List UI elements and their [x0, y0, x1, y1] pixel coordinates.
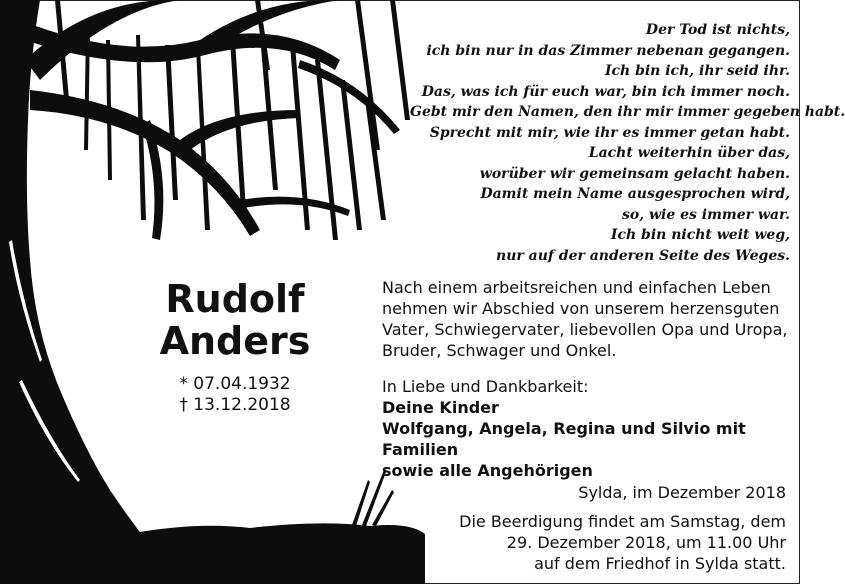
place-date: Sylda, im Dezember 2018 — [578, 483, 786, 502]
first-name: Rudolf — [165, 277, 305, 321]
poem-line: Lacht weiterhin über das, — [588, 145, 790, 161]
life-dates — [110, 374, 360, 416]
funeral-line: Die Beerdigung findet am Samstag, dem — [459, 512, 786, 531]
funeral-info — [376, 511, 786, 574]
notice-text — [382, 277, 792, 361]
mourners-intro: In Liebe und Dankbarkeit: — [382, 377, 589, 396]
mourners-line: sowie alle Angehörigen — [382, 461, 593, 480]
last-name: Anders — [159, 319, 311, 363]
poem-line: Das, was ich für euch war, bin ich immer noch. — [421, 83, 790, 100]
poem-line: Ich bin nicht weit weg, — [610, 227, 790, 243]
deceased-name — [110, 278, 360, 362]
poem — [410, 20, 845, 266]
poem-line: ich bin nur in das Zimmer nebenan gegangen. — [426, 42, 790, 59]
poem-line: so, wie es immer war. — [622, 206, 790, 223]
mourners-line: Deine Kinder — [382, 398, 499, 417]
mourners-block — [382, 376, 792, 481]
notice-line: Nach einem arbeitsreichen und einfachen Leben — [382, 278, 771, 297]
poem-line: Der Tod ist nichts, — [645, 22, 790, 38]
poem-line: Sprecht mit mir, wie ihr es immer getan habt. — [429, 124, 790, 141]
notice-line: nehmen wir Abschied von unserem herzensguten — [382, 299, 780, 318]
poem-line: nur auf der anderen Seite des Weges. — [496, 247, 790, 264]
poem-line: Ich bin ich, ihr seid ihr. — [604, 63, 790, 79]
funeral-line: 29. Dezember 2018, um 11.00 Uhr — [506, 533, 786, 552]
poem-line: Damit mein Name ausgesprochen wird, — [480, 186, 790, 202]
funeral-line: auf dem Friedhof in Sylda statt. — [534, 554, 786, 573]
notice-line: Vater, Schwiegervater, liebevollen Opa und Uropa, — [382, 320, 788, 339]
birth-date: * 07.04.1932 — [179, 374, 291, 394]
notice-line: Bruder, Schwager und Onkel. — [382, 341, 617, 360]
poem-line: Gebt mir den Namen, den ihr mir immer gegeben habt. — [410, 104, 845, 120]
mourners-line: Wolfgang, Angela, Regina und Silvio mit Familien — [382, 419, 746, 459]
poem-line: worüber wir gemeinsam gelacht haben. — [479, 165, 790, 182]
death-date: † 13.12.2018 — [179, 395, 291, 415]
